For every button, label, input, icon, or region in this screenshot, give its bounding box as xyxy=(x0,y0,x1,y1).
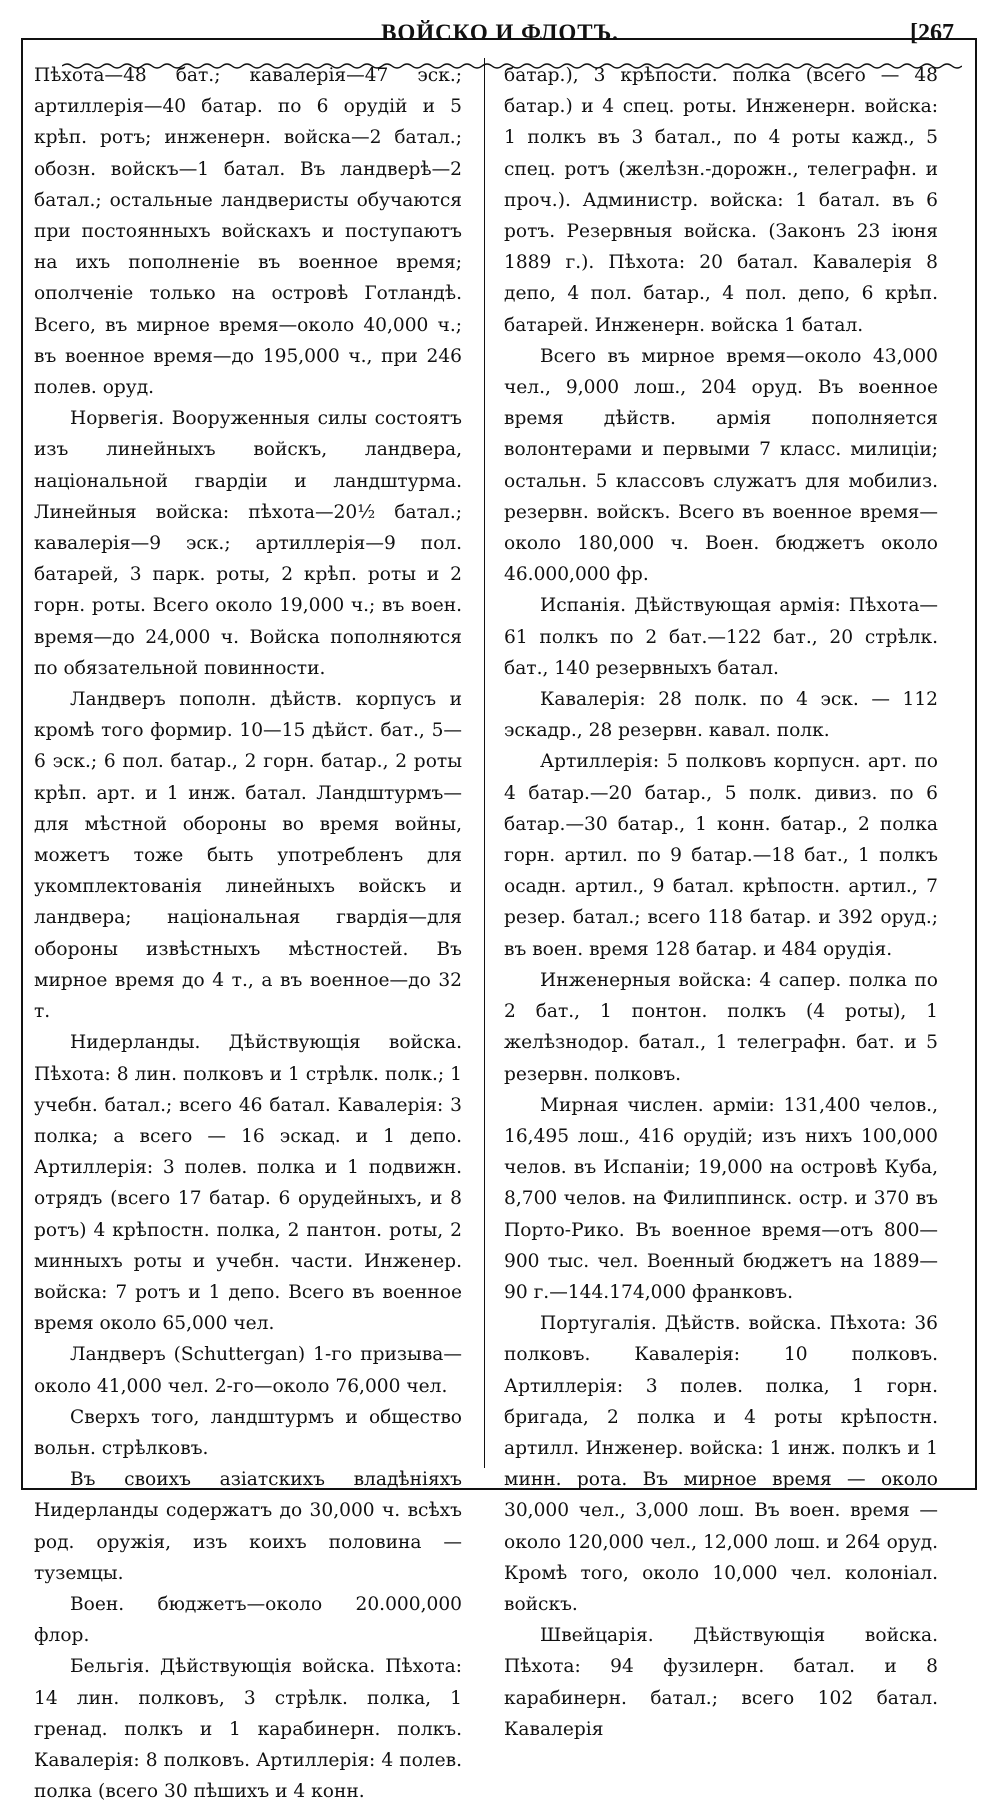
paragraph: Испанія. Дѣйствующая армія: Пѣхота—61 полкъ по 2 бат.—122 бат., 20 стрѣлк. бат., 140 резервныхъ батал. xyxy=(504,595,938,679)
paragraph: Ландверъ (Schuttergan) 1-го призыва—около 41,000 чел. 2-го—около 76,000 чел. xyxy=(34,1344,462,1397)
column-divider xyxy=(484,58,485,1468)
paragraph: Португалія. Дѣйств. войска. Пѣхота: 36 полковъ. Кавалерія: 10 полковъ. Артиллерія: 3 полев. полка, 1 горн. бригада, 2 полка и 4 роты крѣпостн. артилл. Инженер. войска: 1 инж. полкъ и 1 минн. рота. Въ мирное время — около 30,000 чел., 3,000 лош. Въ воен. время — около 120,000 чел., 12,000 лош. и 264 оруд. Кромѣ того, около 10,000 чел. колоніал. войскъ. xyxy=(504,1313,938,1615)
paragraph: Бельгія. Дѣйствующія войска. Пѣхота: 14 лин. полковъ, 3 стрѣлк. полка, 1 гренад. полкъ и 1 карабинерн. полкъ. Кавалерія: 8 полковъ. Артиллерія: 4 полев. полка (всего 30 пѣшихъ и 4 конн. xyxy=(34,1656,462,1803)
left-column xyxy=(34,60,462,1807)
paragraph: Швейцарія. Дѣйствующія войска. Пѣхота: 94 фузилерн. батал. и 8 карабинерн. батал.; всего 102 батал. Кавалерія xyxy=(504,1625,938,1740)
paragraph: Сверхъ того, ландштурмъ и общество вольн. стрѣлковъ. xyxy=(34,1406,462,1459)
paragraph: Ландверъ пополн. дѣйств. корпусъ и кромѣ того формир. 10—15 дѣйст. бат., 5—6 эск.; 6 пол. батар., 2 горн. батар., 2 роты крѣп. арт. и 1 инж. батал. Ландштурмъ—для мѣстной обороны во время войны, можетъ тоже быть употребленъ для укомплектованія линейныхъ войскъ и ландвера; національная гвардія—для обороны извѣстныхъ мѣстностей. Въ мирное время до 4 т., а въ военное—до 32 т. xyxy=(34,689,462,1023)
paragraph: Мирная числен. арміи: 131,400 челов., 16,495 лош., 416 орудій; изъ нихъ 100,000 челов. въ Испаніи; 19,000 на островѣ Куба, 8,700 челов. на Филиппинск. остр. и 370 въ Порто-Рико. Въ военное время—отъ 800—900 тыс. чел. Военный бюджетъ на 1889—90 г.—144.174,000 франковъ. xyxy=(504,1094,938,1303)
paragraph: Норвегія. Вооруженныя силы состоятъ изъ линейныхъ войскъ, ландвера, національной гвардіи и ландштурма. Линейныя войска: пѣхота—20½ батал.; кавалерія—9 эск.; артиллерія—9 пол. батарей, 3 парк. роты, 2 крѣп. роты и 2 горн. роты. Всего около 19,000 ч.; въ воен. время—до 24,000 ч. Войска пополняются по обязательной повинности. xyxy=(34,408,462,679)
page-title: ВОЙСКО И ФЛОТЪ. xyxy=(381,20,619,45)
paragraph: Инженерныя войска: 4 сапер. полка по 2 бат., 1 понтон. полкъ (4 роты), 1 желѣзнодор. батал., 1 телеграфн. бат. и 5 резервн. полковъ. xyxy=(504,969,938,1085)
page-header xyxy=(0,16,1000,56)
paragraph: Артиллерія: 5 полковъ корпусн. арт. по 4 батар.—20 батар., 5 полк. дивиз. по 6 батар.—30 батар., 1 конн. батар., 2 полка горн. артил. по 9 батар.—18 бат., 1 полкъ осадн. артил., 9 батал. крѣпостн. артил., 7 резер. батал.; всего 118 батар. и 392 оруд.; въ воен. время 128 батар. и 484 орудія. xyxy=(504,751,938,960)
paragraph: Въ своихъ азіатскихъ владѣніяхъ Нидерланды содержатъ до 30,000 ч. всѣхъ род. оружія, изъ коихъ половина — туземцы. xyxy=(34,1469,462,1584)
page-number: [267 xyxy=(910,20,954,46)
paragraph: Кавалерія: 28 полк. по 4 эск. — 112 эскадр., 28 резервн. кавал. полк. xyxy=(504,689,938,742)
paragraph: Воен. бюджетъ—около 20.000,000 флор. xyxy=(34,1593,462,1647)
paragraph: Пѣхота—48 бат.; кавалерія—47 эск.; артиллерія—40 батар. по 6 орудій и 5 крѣп. ротъ; инженерн. войска—2 батал.; обозн. войскъ—1 батал. Въ ландверѣ—2 батал.; остальные ландверисты обучаются при постоянныхъ войскахъ и поступаютъ на ихъ пополненіе въ военное время; ополченіе только на островѣ Готландѣ. Всего, въ мирное время—около 40,000 ч.; въ военное время—до 195,000 ч., при 246 полев. оруд. xyxy=(34,65,462,399)
paragraph: Нидерланды. Дѣйствующія войска. Пѣхота: 8 лин. полковъ и 1 стрѣлк. полк.; 1 учебн. батал.; всего 46 батал. Кавалерія: 3 полка; а всего — 16 эскад. и 1 депо. Артиллерія: 3 полев. полка и 1 подвижн. отрядъ (всего 17 батар. 6 орудейныхъ, и 8 ротъ) 4 крѣпостн. полка, 2 пантон. роты, 2 минныхъ роты и учебн. части. Инженер. войска: 7 ротъ и 1 депо. Всего въ военное время около 65,000 чел. xyxy=(34,1032,462,1335)
right-column xyxy=(504,60,938,1745)
paragraph: батар.), 3 крѣпости. полка (всего — 48 батар.) и 4 спец. роты. Инженерн. войска: 1 полкъ въ 3 батал., по 4 роты кажд., 5 спец. ротъ (желѣзн.-дорожн., телеграфн. и проч.). Администр. войска: 1 батал. въ 6 ротъ. Резервныя войска. (Законъ 23 іюня 1889 г.). Пѣхота: 20 батал. Кавалерія 8 депо, 4 пол. батар., 4 пол. депо, 6 крѣп. батарей. Инженерн. войска 1 батал. xyxy=(504,65,938,336)
paragraph: Всего въ мирное время—около 43,000 чел., 9,000 лош., 204 оруд. Въ военное время дѣйств. армія пополняется волонтерами и первыми 7 класс. милиціи; остальн. 5 классовъ служатъ для мобилиз. резервн. войскъ. Всего въ военное время—около 180,000 ч. Воен. бюджетъ около 46.000,000 фр. xyxy=(504,345,938,586)
